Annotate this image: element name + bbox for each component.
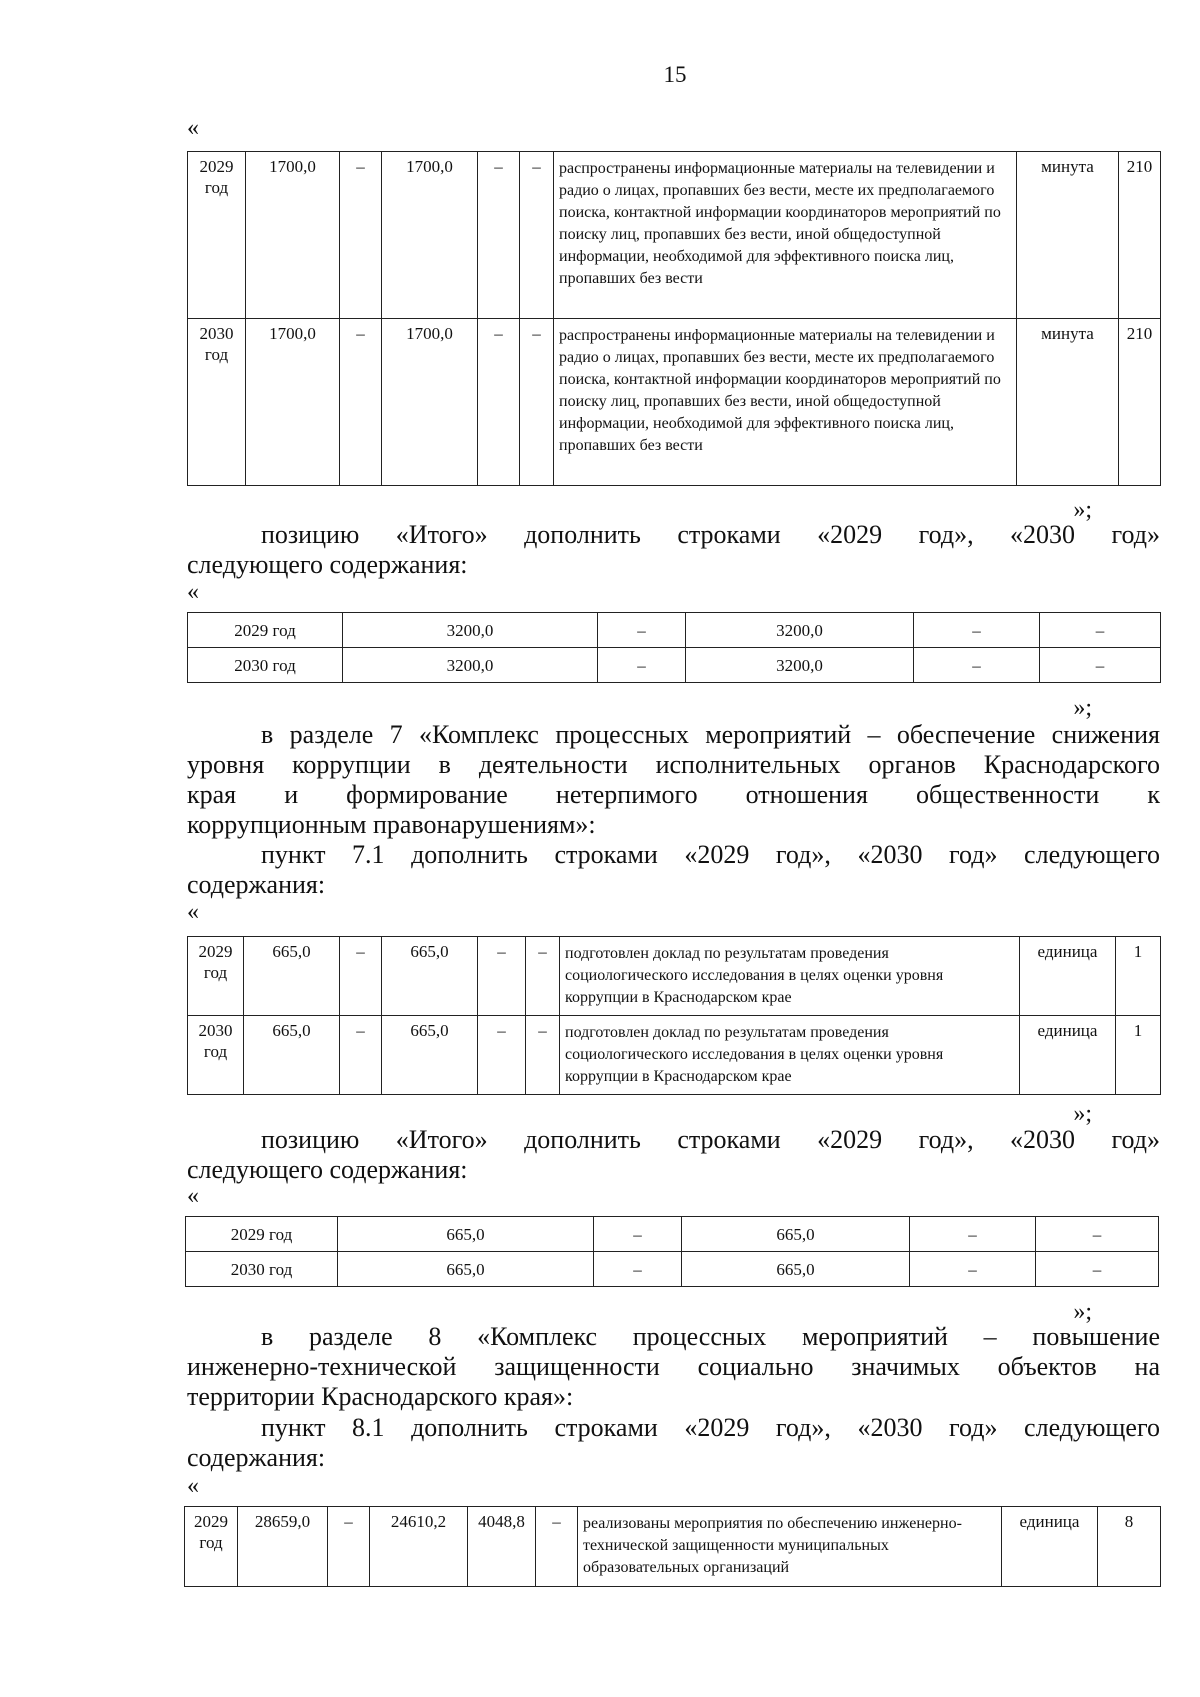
cell-c5: –: [478, 1016, 526, 1095]
cell-c6: –: [1036, 1252, 1159, 1287]
cell-c6: –: [520, 152, 554, 319]
text-line: позицию «Итого» дополнить строками «2029 год», «2030 год»: [261, 1125, 1160, 1154]
cell-c4: 3200,0: [686, 648, 914, 683]
cell-description: подготовлен доклад по результатам проведения социологического исследования в целях оценки уровня коррупции в Краснодарском крае: [560, 1016, 1020, 1095]
cell-total: 3200,0: [343, 613, 598, 648]
cell-c4: 665,0: [382, 1016, 478, 1095]
cell-year: 2030 год: [188, 1016, 244, 1095]
paragraph-section-7: [187, 720, 1160, 840]
paragraph-totals-2: [187, 1125, 1160, 1185]
open-quote: «: [187, 1183, 199, 1209]
cell-description: подготовлен доклад по результатам проведения социологического исследования в целях оценки уровня коррупции в Краснодарском крае: [560, 937, 1020, 1016]
cell-unit: минута: [1017, 319, 1119, 486]
cell-c6: –: [1040, 648, 1161, 683]
cell-c5: –: [478, 937, 526, 1016]
cell-total: 28659,0: [238, 1507, 328, 1587]
cell-year: 2030 год: [188, 648, 343, 683]
cell-c4: 3200,0: [686, 613, 914, 648]
text-line: края и формирование нетерпимого отношения общественности к: [187, 780, 1160, 809]
cell-c6: –: [526, 1016, 560, 1095]
cell-year: 2029 год: [188, 152, 246, 319]
text-line: инженерно-технической защищенности социально значимых объектов на: [187, 1352, 1160, 1381]
close-quote: »;: [1073, 497, 1092, 523]
cell-c3: –: [328, 1507, 370, 1587]
cell-total: 3200,0: [343, 648, 598, 683]
text-line: содержания:: [187, 1443, 326, 1472]
cell-c5: –: [910, 1252, 1036, 1287]
text-line: территории Краснодарского края»:: [187, 1382, 574, 1411]
open-quote: «: [187, 115, 199, 141]
text-line: уровня коррупции в деятельности исполнительных органов Краснодарского: [187, 750, 1160, 779]
open-quote: «: [187, 1473, 199, 1499]
cell-unit: минута: [1017, 152, 1119, 319]
cell-unit: единица: [1002, 1507, 1098, 1587]
cell-value: 210: [1119, 152, 1161, 319]
text-line: позицию «Итого» дополнить строками «2029 год», «2030 год»: [261, 520, 1160, 549]
cell-c5: –: [910, 1217, 1036, 1252]
cell-year: 2029 год: [188, 937, 244, 1016]
table-row: [188, 319, 1161, 486]
text-line: содержания:: [187, 870, 326, 899]
cell-c3: –: [594, 1217, 682, 1252]
cell-c3: –: [594, 1252, 682, 1287]
cell-c3: –: [340, 152, 382, 319]
text-line: коррупционным правонарушениям»:: [187, 810, 596, 839]
table-totals-search: [187, 612, 1161, 683]
cell-c3: –: [340, 1016, 382, 1095]
page-number: 15: [663, 62, 687, 87]
cell-total: 665,0: [244, 937, 340, 1016]
cell-total: 665,0: [338, 1217, 594, 1252]
table-measures-search: [187, 151, 1161, 486]
cell-c3: –: [598, 648, 686, 683]
cell-year: 2029 год: [188, 613, 343, 648]
cell-c5: –: [914, 613, 1040, 648]
cell-total: 1700,0: [246, 152, 340, 319]
paragraph-item-7-1: [187, 840, 1160, 900]
cell-unit: единица: [1020, 937, 1116, 1016]
cell-total: 665,0: [338, 1252, 594, 1287]
table-measures-corruption: [187, 936, 1161, 1095]
table-row: [186, 1217, 1159, 1252]
cell-year: 2030 год: [188, 319, 246, 486]
open-quote: «: [187, 579, 199, 605]
table-row: [188, 937, 1161, 1016]
cell-c3: –: [598, 613, 686, 648]
cell-c6: –: [1036, 1217, 1159, 1252]
cell-description: реализованы мероприятия по обеспечению инженерно-технической защищенности муниципальных образовательных организаций: [578, 1507, 1002, 1587]
cell-c5: –: [478, 319, 520, 486]
cell-c6: –: [1040, 613, 1161, 648]
cell-c4: 665,0: [382, 937, 478, 1016]
cell-c4: 665,0: [682, 1217, 910, 1252]
cell-c4: 665,0: [682, 1252, 910, 1287]
table-measures-engineering: [184, 1506, 1161, 1587]
table-row: [188, 613, 1161, 648]
text-line: следующего содержания:: [187, 550, 468, 579]
cell-year: 2029 год: [186, 1217, 338, 1252]
cell-c6: –: [526, 937, 560, 1016]
close-quote: »;: [1073, 1101, 1092, 1127]
table-row: [188, 1016, 1161, 1095]
cell-year: 2030 год: [186, 1252, 338, 1287]
paragraph-item-8-1: [187, 1413, 1160, 1473]
text-line: в разделе 7 «Комплекс процессных мероприятий – обеспечение снижения: [261, 720, 1160, 749]
paragraph-section-8: [187, 1322, 1160, 1412]
cell-description: распространены информационные материалы на телевидении и радио о лицах, пропавших без вести, месте их предполагаемого поиска, контактной информации координаторов мероприятий по поиску лиц, пропавших без вести, иной общедоступной информации, необходимой для эффективного поиска лиц, пропавших без вести: [554, 152, 1017, 319]
text-line: следующего содержания:: [187, 1155, 468, 1184]
cell-c5: –: [914, 648, 1040, 683]
cell-value: 8: [1098, 1507, 1161, 1587]
cell-value: 1: [1116, 1016, 1161, 1095]
text-line: пункт 8.1 дополнить строками «2029 год», «2030 год» следующего: [261, 1413, 1160, 1442]
table-totals-corruption: [185, 1216, 1159, 1287]
text-line: пункт 7.1 дополнить строками «2029 год», «2030 год» следующего: [261, 840, 1160, 869]
cell-c5: 4048,8: [468, 1507, 536, 1587]
paragraph-totals-1: [187, 520, 1160, 580]
table-row: [188, 152, 1161, 319]
cell-value: 1: [1116, 937, 1161, 1016]
table-row: [188, 648, 1161, 683]
cell-c4: 1700,0: [382, 319, 478, 486]
open-quote: «: [187, 899, 199, 925]
cell-year: 2029 год: [185, 1507, 238, 1587]
cell-c5: –: [478, 152, 520, 319]
cell-total: 665,0: [244, 1016, 340, 1095]
cell-c3: –: [340, 319, 382, 486]
cell-unit: единица: [1020, 1016, 1116, 1095]
close-quote: »;: [1073, 695, 1092, 721]
cell-c6: –: [536, 1507, 578, 1587]
text-line: в разделе 8 «Комплекс процессных мероприятий – повышение: [261, 1322, 1160, 1351]
cell-c4: 24610,2: [370, 1507, 468, 1587]
cell-total: 1700,0: [246, 319, 340, 486]
table-row: [186, 1252, 1159, 1287]
cell-c3: –: [340, 937, 382, 1016]
cell-value: 210: [1119, 319, 1161, 486]
cell-description: распространены информационные материалы на телевидении и радио о лицах, пропавших без вести, месте их предполагаемого поиска, контактной информации координаторов мероприятий по поиску лиц, пропавших без вести, иной общедоступной информации, необходимой для эффективного поиска лиц, пропавших без вести: [554, 319, 1017, 486]
cell-c4: 1700,0: [382, 152, 478, 319]
cell-c6: –: [520, 319, 554, 486]
close-quote: »;: [1073, 1299, 1092, 1325]
table-row: [185, 1507, 1161, 1587]
